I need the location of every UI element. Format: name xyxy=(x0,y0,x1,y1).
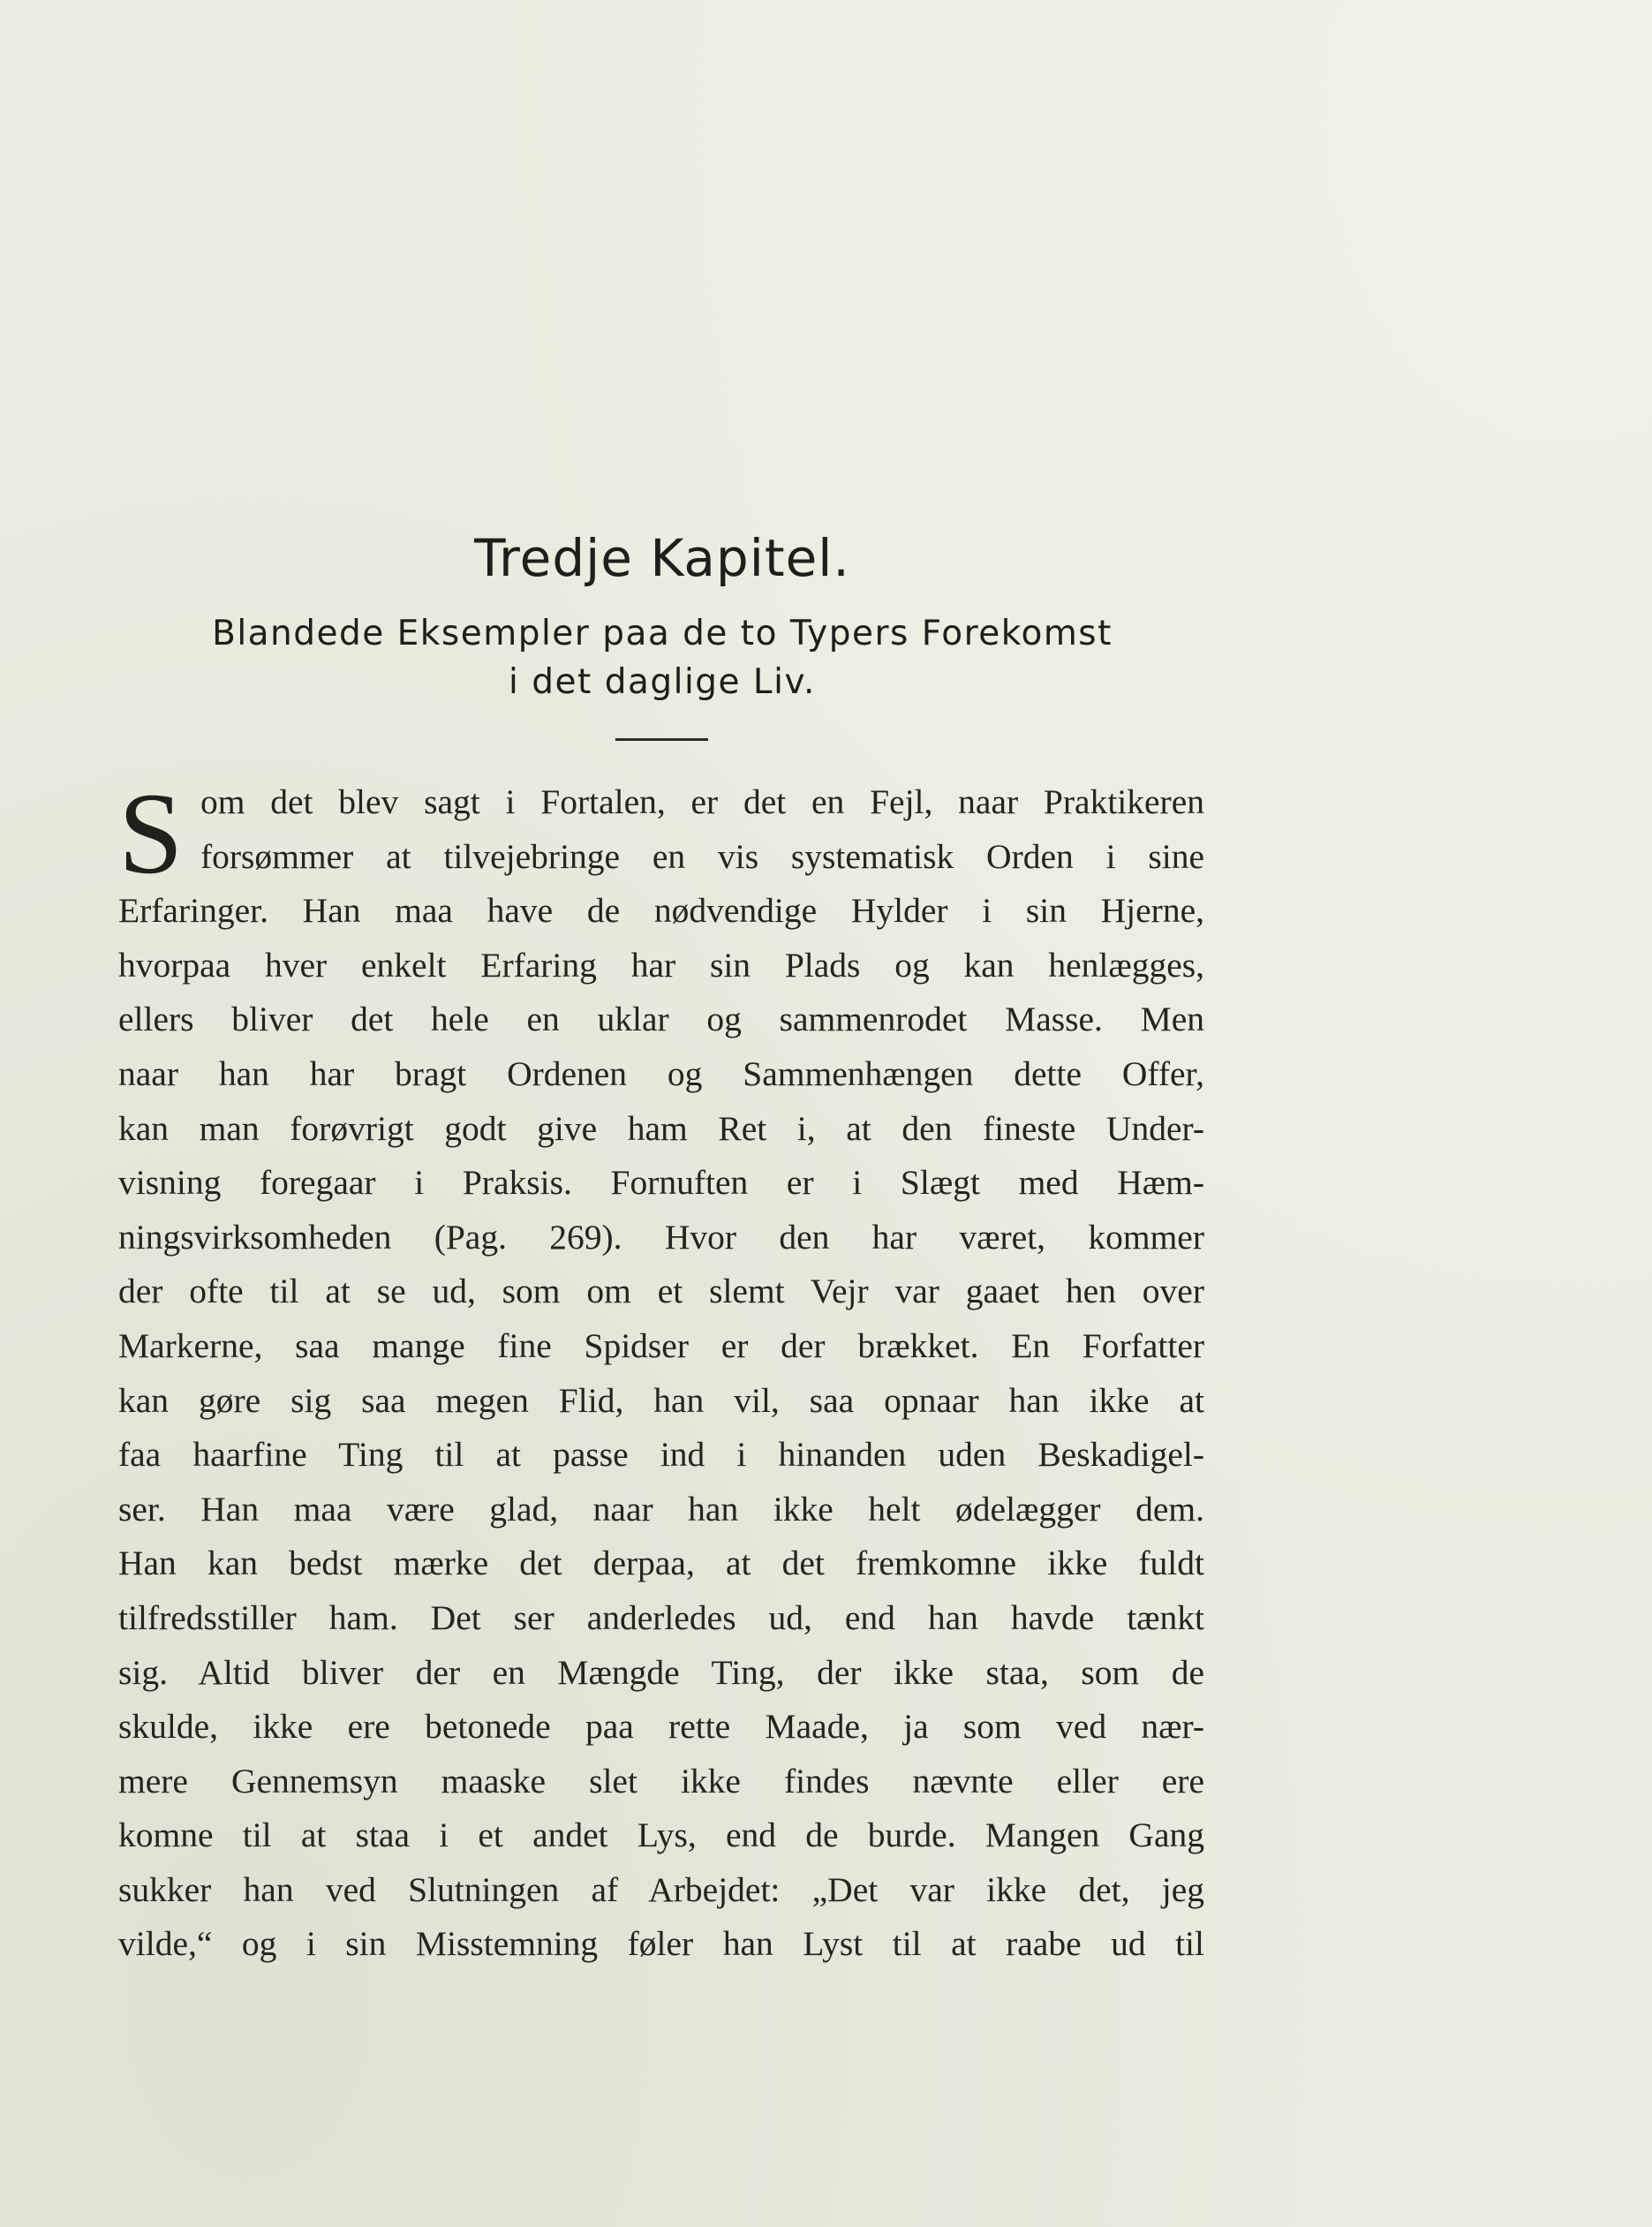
text-line: visning foregaar i Praksis. Fornuften er i Slægt med Hæm- xyxy=(118,1163,1204,1203)
text-line: om det blev sagt i Fortalen, er det en Fejl, naar Praktikeren xyxy=(200,782,1204,821)
drop-cap: S xyxy=(118,768,184,898)
text-line: naar han har bragt Ordenen og Sammenhængen dette Offer, xyxy=(118,1053,1204,1093)
text-line: forsømmer at tilvejebringe en vis systematisk Orden i sine xyxy=(200,836,1204,876)
text-line: hvorpaa hver enkelt Erfaring har sin Plads og kan henlægges, xyxy=(118,945,1204,985)
text-line: ellers bliver det hele en uklar og sammenrodet Masse. Men xyxy=(118,1000,1204,1039)
text-line: komne til at staa i et andet Lys, end de burde. Mangen Gang xyxy=(118,1816,1204,1855)
text-line: tilfredsstiller ham. Det ser anderledes ud, end han havde tænkt xyxy=(118,1597,1204,1637)
subtitle-line-2: i det daglige Liv. xyxy=(509,662,816,702)
subtitle-line-1: Blandede Eksempler paa de to Typers Forekomst xyxy=(212,614,1113,653)
text-line: vilde,“ og i sin Misstemning føler han Lyst til at raabe ud til xyxy=(118,1924,1204,1964)
text-line: mere Gennemsyn maaske slet ikke findes nævnte eller ere xyxy=(118,1761,1204,1800)
text-line: der ofte til at se ud, som om et slemt Vejr var gaaet hen over xyxy=(118,1272,1204,1311)
text-line: ningsvirksomheden (Pag. 269). Hvor den har været, kommer xyxy=(118,1217,1204,1257)
text-line: sukker han ved Slutningen af Arbejdet: „Det var ikke det, jeg xyxy=(118,1869,1204,1909)
chapter-title: Tredje Kapitel. xyxy=(474,528,850,588)
body-text xyxy=(118,768,1204,1972)
section-divider xyxy=(615,738,708,741)
text-line: skulde, ikke ere betonede paa rette Maade, ja som ved nær- xyxy=(118,1707,1204,1747)
text-line: ser. Han maa være glad, naar han ikke helt ødelægger dem. xyxy=(118,1489,1204,1529)
text-line: Markerne, saa mange fine Spidser er der brækket. En Forfatter xyxy=(118,1325,1204,1365)
text-line: kan man forøvrigt godt give ham Ret i, at den fineste Under- xyxy=(118,1108,1204,1148)
text-line: Erfaringer. Han maa have de nødvendige Hylder i sin Hjerne, xyxy=(118,891,1204,931)
chapter-subtitle xyxy=(132,609,1192,706)
text-line: sig. Altid bliver der en Mængde Ting, der ikke staa, som de xyxy=(118,1652,1204,1692)
text-line: Han kan bedst mærke det derpaa, at det fremkomne ikke fuldt xyxy=(118,1544,1204,1583)
text-line: kan gøre sig saa megen Flid, han vil, saa opnaar han ikke at xyxy=(118,1380,1204,1420)
text-line: faa haarfine Ting til at passe ind i hinanden uden Beskadigel- xyxy=(118,1435,1204,1475)
opening-paragraph-start xyxy=(118,768,1204,898)
